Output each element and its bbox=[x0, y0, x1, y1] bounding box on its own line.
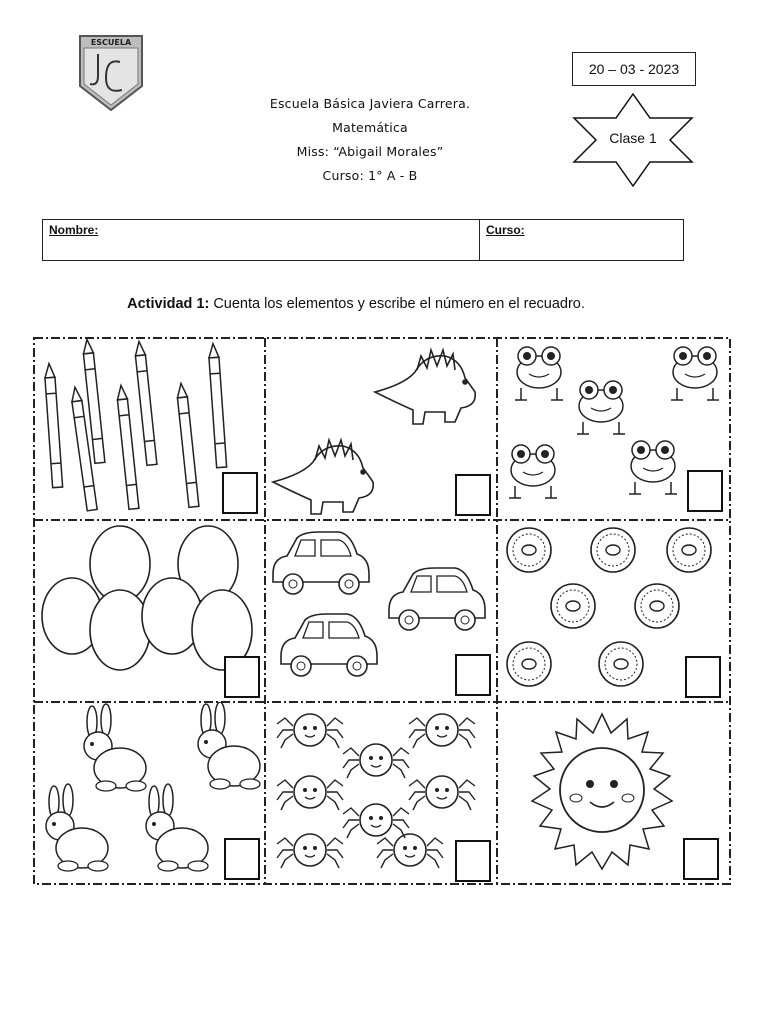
answer-box[interactable] bbox=[455, 654, 491, 696]
answer-box[interactable] bbox=[224, 838, 260, 880]
frog-icon bbox=[671, 347, 719, 400]
frog-icon bbox=[577, 381, 625, 434]
cell-spiders bbox=[265, 702, 497, 884]
crayon-icon bbox=[116, 385, 139, 509]
donut-icon bbox=[507, 528, 551, 572]
answer-box[interactable] bbox=[683, 838, 719, 880]
spider-icon bbox=[409, 776, 475, 810]
answer-box[interactable] bbox=[222, 472, 258, 514]
name-course-table bbox=[42, 219, 684, 261]
rabbit-icon bbox=[146, 784, 208, 871]
dinosaur-icon bbox=[273, 440, 373, 514]
donut-icon bbox=[667, 528, 711, 572]
spider-icon bbox=[277, 834, 343, 868]
donut-icon bbox=[635, 584, 679, 628]
school-name: Escuela Básica Javiera Carrera. bbox=[269, 96, 471, 111]
teacher-name: Miss: “Abigail Morales” bbox=[296, 144, 444, 159]
course-field[interactable] bbox=[480, 220, 683, 260]
class-label: Clase 1 bbox=[609, 130, 657, 146]
name-label: Nombre: bbox=[49, 223, 99, 237]
cell-sun bbox=[497, 702, 732, 884]
dinosaur-icon bbox=[375, 350, 475, 424]
activity-text: Cuenta los elementos y escribe el número en el recuadro. bbox=[209, 296, 585, 312]
spider-icon bbox=[343, 804, 409, 838]
donut-icon bbox=[591, 528, 635, 572]
school-header bbox=[230, 92, 510, 188]
spider-icon bbox=[277, 776, 343, 810]
activity-title: Actividad 1: bbox=[127, 296, 210, 312]
logo-text: ESCUELA bbox=[90, 38, 132, 47]
answer-box[interactable] bbox=[687, 470, 723, 512]
spider-icon bbox=[377, 834, 443, 868]
crayon-icon bbox=[176, 383, 199, 507]
answer-box[interactable] bbox=[455, 474, 491, 516]
date-box bbox=[572, 52, 696, 86]
cell-cars bbox=[265, 520, 497, 702]
name-field[interactable] bbox=[43, 220, 480, 260]
donut-icon bbox=[551, 584, 595, 628]
car-icon bbox=[281, 614, 377, 676]
sun-icon bbox=[532, 714, 672, 869]
cell-frogs bbox=[497, 336, 732, 520]
frog-icon bbox=[509, 445, 557, 498]
course-label: Curso: bbox=[486, 223, 525, 237]
car-icon bbox=[273, 532, 369, 594]
cell-crayons bbox=[32, 336, 265, 520]
cell-rabbits bbox=[32, 702, 265, 884]
cell-eggs bbox=[32, 520, 265, 702]
spider-icon bbox=[277, 714, 343, 748]
cell-donuts bbox=[497, 520, 732, 702]
spider-icon bbox=[409, 714, 475, 748]
counting-grid bbox=[32, 336, 732, 886]
donut-icon bbox=[507, 642, 551, 686]
crayon-icon bbox=[134, 341, 157, 465]
crayon-icon bbox=[44, 363, 63, 487]
rabbit-icon bbox=[46, 784, 108, 871]
rabbit-icon bbox=[84, 704, 146, 791]
answer-box[interactable] bbox=[224, 656, 260, 698]
cell-dinosaurs bbox=[265, 336, 497, 520]
activity-instruction bbox=[0, 296, 712, 312]
subject-name: Matemática bbox=[332, 120, 408, 135]
answer-box[interactable] bbox=[455, 840, 491, 882]
egg-icon bbox=[90, 590, 150, 670]
rabbit-icon bbox=[198, 702, 260, 789]
frog-icon bbox=[629, 441, 677, 494]
date-text: 20 – 03 - 2023 bbox=[588, 61, 680, 77]
spider-icon bbox=[343, 744, 409, 778]
school-logo bbox=[78, 34, 144, 112]
crayon-icon bbox=[208, 343, 227, 467]
course-line: Curso: 1° A - B bbox=[322, 168, 418, 183]
answer-box[interactable] bbox=[685, 656, 721, 698]
car-icon bbox=[389, 568, 485, 630]
frog-icon bbox=[515, 347, 563, 400]
donut-icon bbox=[599, 642, 643, 686]
